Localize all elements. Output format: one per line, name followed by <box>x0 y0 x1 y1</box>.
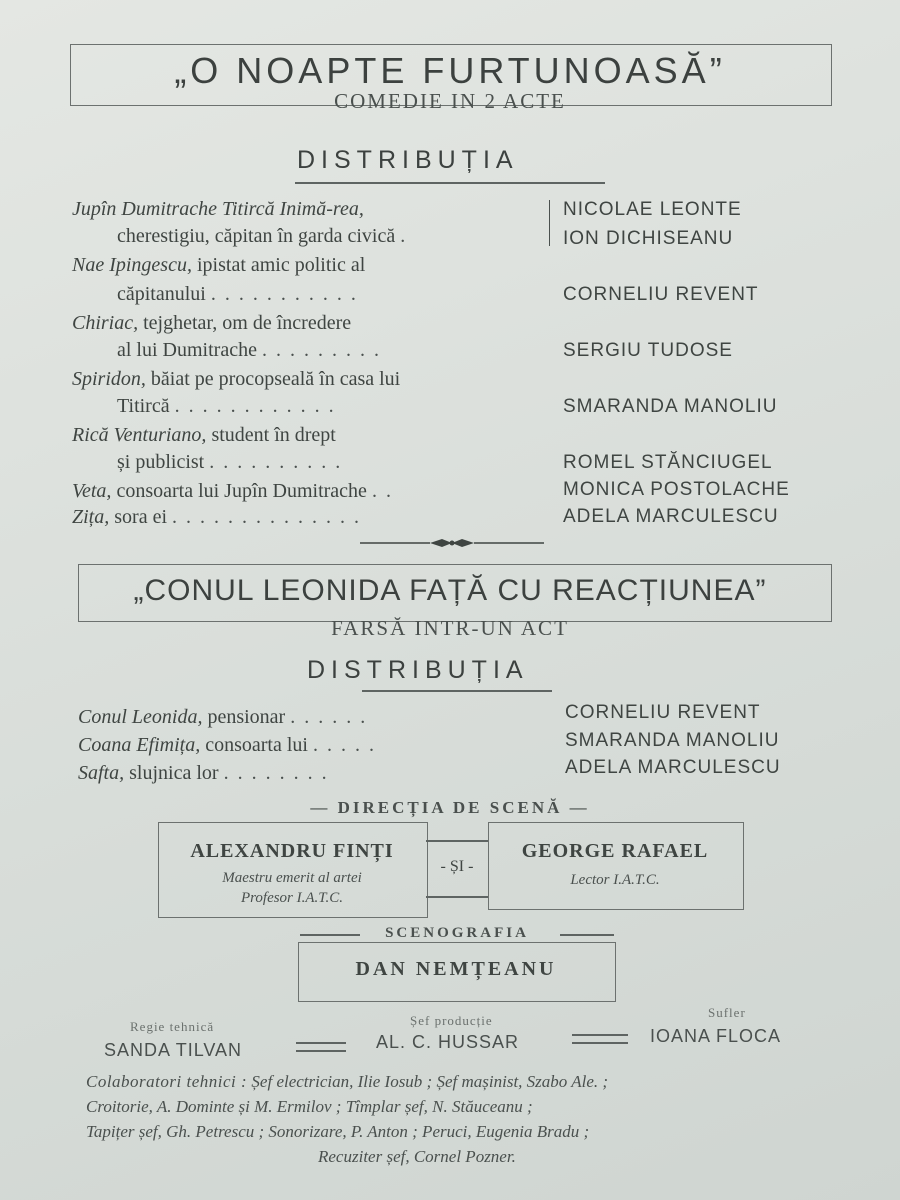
joiner-line-top <box>426 840 488 842</box>
director-right-name: GEORGE RAFAEL <box>521 840 709 862</box>
play2-subtitle: FARSĂ INTR-UN ACT <box>331 616 569 640</box>
role-line: cherestigiu, căpitan în garda civică . <box>117 225 415 247</box>
credit-dash <box>296 1042 346 1044</box>
credit-dash <box>572 1034 628 1036</box>
director-left-name: ALEXANDRU FINȚI <box>190 840 394 862</box>
actor-name: ADELA MARCULESCU <box>565 757 781 778</box>
sufler-name: IOANA FLOCA <box>650 1026 782 1046</box>
actor-name: CORNELIU REVENT <box>565 702 761 723</box>
actor-name: ROMEL STĂNCIUGEL <box>563 452 773 473</box>
play2-distrib-underline <box>362 690 552 692</box>
director-right-title: Lector I.A.T.C. <box>570 872 660 888</box>
play1-distrib-underline <box>295 182 605 184</box>
regie-label: Regie tehnică <box>130 1019 215 1034</box>
role-line: al lui Dumitrache ......... <box>117 339 388 361</box>
role-line: Rică Venturiano, student în drept <box>72 424 336 446</box>
scenography-heading: SCENOGRAFIA <box>385 925 529 941</box>
play2-distrib-heading: DISTRIBUȚIA <box>307 656 529 684</box>
actor-name: MONICA POSTOLACHE <box>563 479 790 500</box>
direction-joiner: - ȘI - <box>440 858 474 875</box>
actor-name: CORNELIU REVENT <box>563 284 759 305</box>
cast-bracket <box>549 200 552 246</box>
collab-line-2: Croitorie, A. Dominte și M. Ermilov ; Tîmplar șef, N. Stăuceanu ; <box>86 1097 533 1116</box>
role-line: Conul Leonida, pensionar ...... <box>78 706 375 728</box>
actor-name: ADELA MARCULESCU <box>563 506 779 527</box>
actor-name: SMARANDA MANOLIU <box>563 396 778 417</box>
direction-heading: — DIRECȚIA DE SCENĂ — <box>310 798 590 817</box>
sef-productie-label: Șef producție <box>410 1013 493 1028</box>
play1-distrib-heading: DISTRIBUȚIA <box>297 146 519 174</box>
director-right-box <box>488 822 744 910</box>
role-line: Spiridon, băiat pe procopseală în casa lui <box>72 368 401 390</box>
role-line: Veta, consoarta lui Jupîn Dumitrache .. <box>72 480 400 502</box>
collab-line-4: Recuziter șef, Cornel Pozner. <box>318 1147 516 1166</box>
joiner-line-bottom <box>426 896 488 898</box>
actor-name: SERGIU TUDOSE <box>563 340 733 361</box>
scenographer-name: DAN NEMȚEANU <box>355 958 557 980</box>
collab-line-1: Colaboratori tehnici : Șef electrician, Ilie Iosub ; Șef mașinist, Szabo Ale. ; <box>86 1072 609 1091</box>
role-line: Coana Efimița, consoarta lui ..... <box>78 734 383 756</box>
role-line: Safta, slujnica lor ........ <box>78 762 336 784</box>
director-left-title: Maestru emerit al artei <box>222 870 362 886</box>
sef-productie-name: AL. C. HUSSAR <box>376 1032 520 1052</box>
role-line: Jupîn Dumitrache Titircă Inimă-rea, <box>72 198 364 220</box>
role-line: Zița, sora ei .............. <box>72 506 369 528</box>
play1-subtitle: COMEDIE IN 2 ACTE <box>334 89 566 113</box>
actor-name: NICOLAE LEONTE <box>563 199 742 220</box>
credit-dash <box>572 1042 628 1044</box>
role-line: și publicist .......... <box>117 451 350 473</box>
role-line: Nae Ipingescu, ipistat amic politic al <box>72 254 366 276</box>
role-line: Titircă ............ <box>117 395 343 417</box>
actor-name: ION DICHISEANU <box>563 228 734 249</box>
play2-title: „CONUL LEONIDA FAȚĂ CU REACȚIUNEA” <box>133 574 767 607</box>
play1-title: „O NOAPTE FURTUNOASĂ” <box>174 50 726 91</box>
collab-line-3: Tapițer șef, Gh. Petrescu ; Sonorizare, P. Anton ; Peruci, Eugenia Bradu ; <box>86 1122 590 1141</box>
actor-name: SMARANDA MANOLIU <box>565 730 780 751</box>
director-left-title2: Profesor I.A.T.C. <box>240 890 344 906</box>
sufler-label: Sufler <box>708 1005 746 1020</box>
ornament-divider <box>360 536 544 550</box>
role-line: Chiriac, tejghetar, om de încredere <box>72 312 352 334</box>
role-line: căpitanului ........... <box>117 283 365 305</box>
regie-name: SANDA TILVAN <box>104 1040 243 1060</box>
credit-dash <box>296 1050 346 1052</box>
